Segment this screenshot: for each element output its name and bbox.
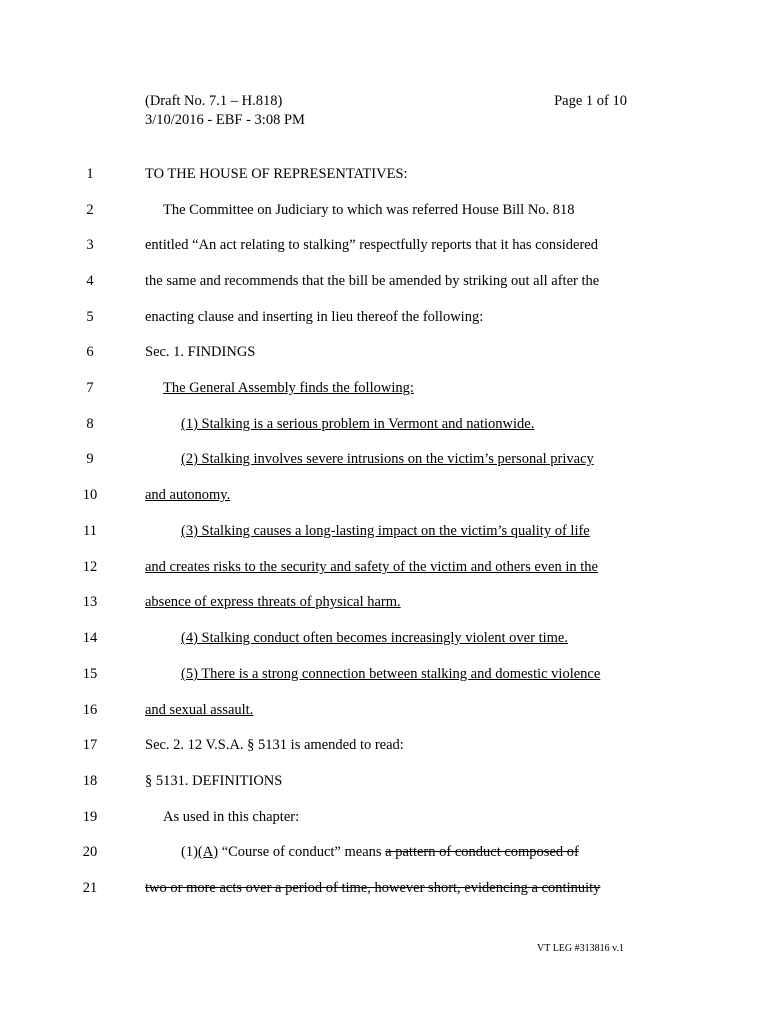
inserted-text: (A)	[197, 844, 219, 860]
document-footer: VT LEG #313816 v.1	[537, 943, 624, 954]
line-number: 16	[82, 702, 98, 718]
inserted-text: and creates risks to the security and safety of the victim and others even in the	[145, 559, 598, 575]
line-number: 20	[82, 844, 98, 860]
text-line-17	[0, 735, 770, 755]
page-indicator: Page 1 of 10	[554, 93, 627, 109]
text-line-3	[0, 235, 770, 255]
line-text: TO THE HOUSE OF REPRESENTATIVES:	[145, 166, 408, 182]
text-line-19	[0, 807, 770, 827]
line-number: 15	[82, 666, 98, 682]
line-text: The Committee on Judiciary to which was referred House Bill No. 818	[163, 202, 575, 218]
line-number: 10	[82, 487, 98, 503]
line-text: As used in this chapter:	[163, 809, 300, 825]
inserted-text: (3) Stalking causes a long-lasting impact on the victim’s quality of life	[181, 523, 590, 539]
text-line-7	[0, 378, 770, 398]
inserted-text: (4) Stalking conduct often becomes increasingly violent over time.	[181, 630, 568, 646]
line-number: 14	[82, 630, 98, 646]
text-line-15	[0, 664, 770, 684]
text-line-21	[0, 878, 770, 898]
line-number: 13	[82, 594, 98, 610]
inserted-text: (1) Stalking is a serious problem in Vermont and nationwide.	[181, 416, 535, 432]
section-heading: § 5131. DEFINITIONS	[145, 773, 283, 789]
text-line-12	[0, 557, 770, 577]
text-segment: (1)	[181, 844, 198, 860]
text-line-5	[0, 307, 770, 327]
line-number: 1	[86, 166, 94, 182]
draft-label: (Draft No. 7.1 – H.818)	[145, 93, 283, 109]
line-number: 17	[82, 737, 98, 753]
inserted-text: and autonomy.	[145, 487, 231, 503]
inserted-text: (2) Stalking involves severe intrusions on the victim’s personal privacy	[181, 451, 594, 467]
text-line-8	[0, 414, 770, 434]
line-number: 9	[86, 451, 94, 467]
text-line-18	[0, 771, 770, 791]
section-heading: Sec. 1. FINDINGS	[145, 344, 256, 360]
inserted-text: The General Assembly finds the following:	[163, 380, 414, 396]
line-number: 4	[86, 273, 94, 289]
line-text: enacting clause and inserting in lieu thereof the following:	[145, 309, 484, 325]
text-line-10	[0, 485, 770, 505]
line-text: entitled “An act relating to stalking” respectfully reports that it has considered	[145, 237, 598, 253]
line-text: the same and recommends that the bill be amended by striking out all after the	[145, 273, 600, 289]
text-line-2	[0, 200, 770, 220]
text-line-20	[0, 842, 770, 862]
line-number: 11	[83, 523, 97, 539]
line-number: 19	[82, 809, 98, 825]
line-number: 2	[86, 202, 94, 218]
text-line-9	[0, 449, 770, 469]
section-heading: Sec. 2. 12 V.S.A. § 5131 is amended to read:	[145, 737, 404, 753]
draft-date: 3/10/2016 - EBF - 3:08 PM	[145, 112, 305, 128]
text-line-4	[0, 271, 770, 291]
text-line-14	[0, 628, 770, 648]
text-line-1	[0, 164, 770, 184]
line-number: 21	[82, 880, 98, 896]
deleted-text: a pattern of conduct composed of	[385, 844, 579, 860]
text-line-13	[0, 592, 770, 612]
text-line-11	[0, 521, 770, 541]
inserted-text: absence of express threats of physical harm.	[145, 594, 401, 610]
line-number: 18	[82, 773, 98, 789]
deleted-text: two or more acts over a period of time, however short, evidencing a continuity	[145, 880, 601, 896]
line-number: 6	[86, 344, 94, 360]
text-line-16	[0, 700, 770, 720]
inserted-text: (5) There is a strong connection between stalking and domestic violence	[181, 666, 601, 682]
line-number: 12	[82, 559, 98, 575]
line-text	[181, 842, 579, 862]
line-number: 7	[86, 380, 94, 396]
text-segment: “Course of conduct” means	[218, 844, 386, 860]
text-line-6	[0, 342, 770, 362]
line-number: 5	[86, 309, 94, 325]
line-number: 3	[86, 237, 94, 253]
line-number: 8	[86, 416, 94, 432]
inserted-text: and sexual assault.	[145, 702, 254, 718]
